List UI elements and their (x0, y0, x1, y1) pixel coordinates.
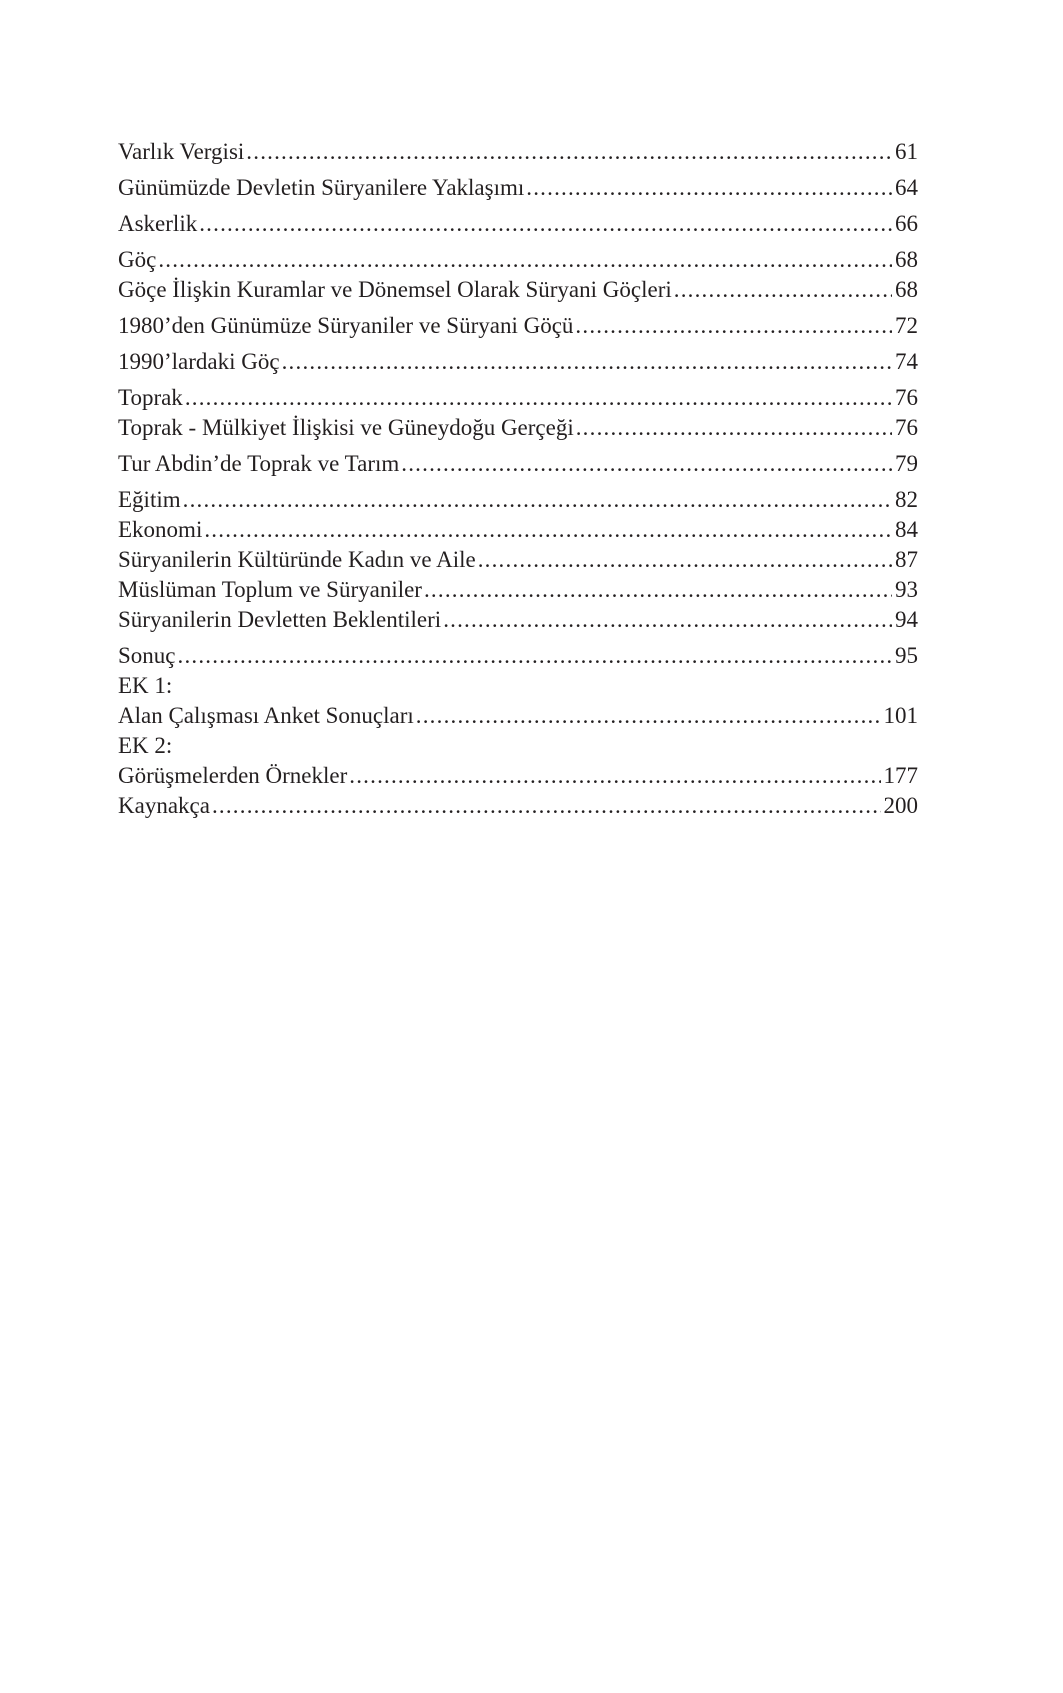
entry-title: Toprak (118, 385, 183, 410)
toc-entry-askerlik[interactable] (118, 209, 918, 239)
entry-title: 1990’lardaki Göç (118, 349, 280, 374)
entry-page-number: 84 (895, 517, 918, 542)
toc-entry-devletin-yaklasimi[interactable] (118, 173, 918, 203)
dot-leader (526, 173, 892, 203)
entry-title: Sonuç (118, 643, 176, 668)
entry-page-number: 74 (895, 349, 918, 374)
entry-title: Alan Çalışması Anket Sonuçları (118, 703, 414, 728)
toc-entry-1980-suryani-gocu[interactable] (118, 311, 918, 341)
dot-leader (674, 275, 892, 305)
dot-leader (183, 485, 892, 515)
entry-page-number: 101 (883, 703, 918, 728)
dot-leader (199, 209, 892, 239)
toc-entry-goce-iliskin-kuramlar[interactable] (118, 275, 918, 305)
dot-leader (212, 791, 881, 821)
dot-leader (246, 137, 892, 167)
toc-entry-kadin-ve-aile[interactable] (118, 545, 918, 575)
toc-entry-1990-goc[interactable] (118, 347, 918, 377)
dot-leader (178, 641, 893, 671)
entry-title: Göçe İlişkin Kuramlar ve Dönemsel Olarak Süryani Göçleri (118, 277, 672, 302)
entry-page-number: 68 (895, 247, 918, 272)
entry-page-number: 64 (895, 175, 918, 200)
appendix-2-heading: EK 2: (118, 733, 173, 758)
entry-page-number: 177 (883, 763, 918, 788)
dot-leader (575, 311, 892, 341)
entry-title: Toprak - Mülkiyet İlişkisi ve Güneydoğu Gerçeği (118, 415, 574, 440)
entry-title: Süryanilerin Kültüründe Kadın ve Aile (118, 547, 476, 572)
entry-page-number: 200 (883, 793, 918, 818)
toc-entry-goc[interactable] (118, 245, 918, 275)
entry-title: Günümüzde Devletin Süryanilere Yaklaşımı (118, 175, 525, 200)
toc-entry-ekonomi[interactable] (118, 515, 918, 545)
entry-title: Göç (118, 247, 157, 272)
toc-entry-devletten-beklentiler[interactable] (118, 605, 918, 635)
table-of-contents (118, 137, 918, 821)
dot-leader (401, 449, 892, 479)
toc-entry-musluman-toplum[interactable] (118, 575, 918, 605)
entry-page-number: 66 (895, 211, 918, 236)
dot-leader (443, 605, 892, 635)
entry-page-number: 76 (895, 385, 918, 410)
entry-page-number: 94 (895, 607, 918, 632)
entry-page-number: 61 (895, 139, 918, 164)
toc-entry-toprak[interactable] (118, 383, 918, 413)
toc-entry-egitim[interactable] (118, 485, 918, 515)
dot-leader (204, 515, 892, 545)
entry-title: Eğitim (118, 487, 181, 512)
dot-leader (185, 383, 892, 413)
entry-title: Askerlik (118, 211, 198, 236)
toc-entry-sonuc[interactable] (118, 641, 918, 671)
entry-title: Kaynakça (118, 793, 210, 818)
dot-leader (416, 701, 881, 731)
toc-entry-toprak-mulkiyet[interactable] (118, 413, 918, 443)
dot-leader (158, 245, 892, 275)
toc-entry-tur-abdin[interactable] (118, 449, 918, 479)
toc-entry-gorusmelerden-ornekler[interactable] (118, 761, 918, 791)
entry-page-number: 72 (895, 313, 918, 338)
dot-leader (349, 761, 880, 791)
entry-page-number: 82 (895, 487, 918, 512)
toc-entry-kaynakca[interactable] (118, 791, 918, 821)
entry-page-number: 93 (895, 577, 918, 602)
entry-page-number: 68 (895, 277, 918, 302)
dot-leader (282, 347, 892, 377)
dot-leader (424, 575, 892, 605)
entry-title: Tur Abdin’de Toprak ve Tarım (118, 451, 400, 476)
dot-leader (478, 545, 892, 575)
entry-page-number: 87 (895, 547, 918, 572)
entry-title: 1980’den Günümüze Süryaniler ve Süryani Göçü (118, 313, 574, 338)
toc-entry-varlik-vergisi[interactable] (118, 137, 918, 167)
entry-title: Süryanilerin Devletten Beklentileri (118, 607, 442, 632)
entry-title: Görüşmelerden Örnekler (118, 763, 348, 788)
toc-entry-anket-sonuclari[interactable] (118, 701, 918, 731)
dot-leader (576, 413, 892, 443)
appendix-1-heading: EK 1: (118, 673, 173, 698)
entry-page-number: 76 (895, 415, 918, 440)
entry-title: Ekonomi (118, 517, 203, 542)
entry-title: Müslüman Toplum ve Süryaniler (118, 577, 422, 602)
entry-title: Varlık Vergisi (118, 139, 245, 164)
entry-page-number: 95 (895, 643, 918, 668)
entry-page-number: 79 (895, 451, 918, 476)
